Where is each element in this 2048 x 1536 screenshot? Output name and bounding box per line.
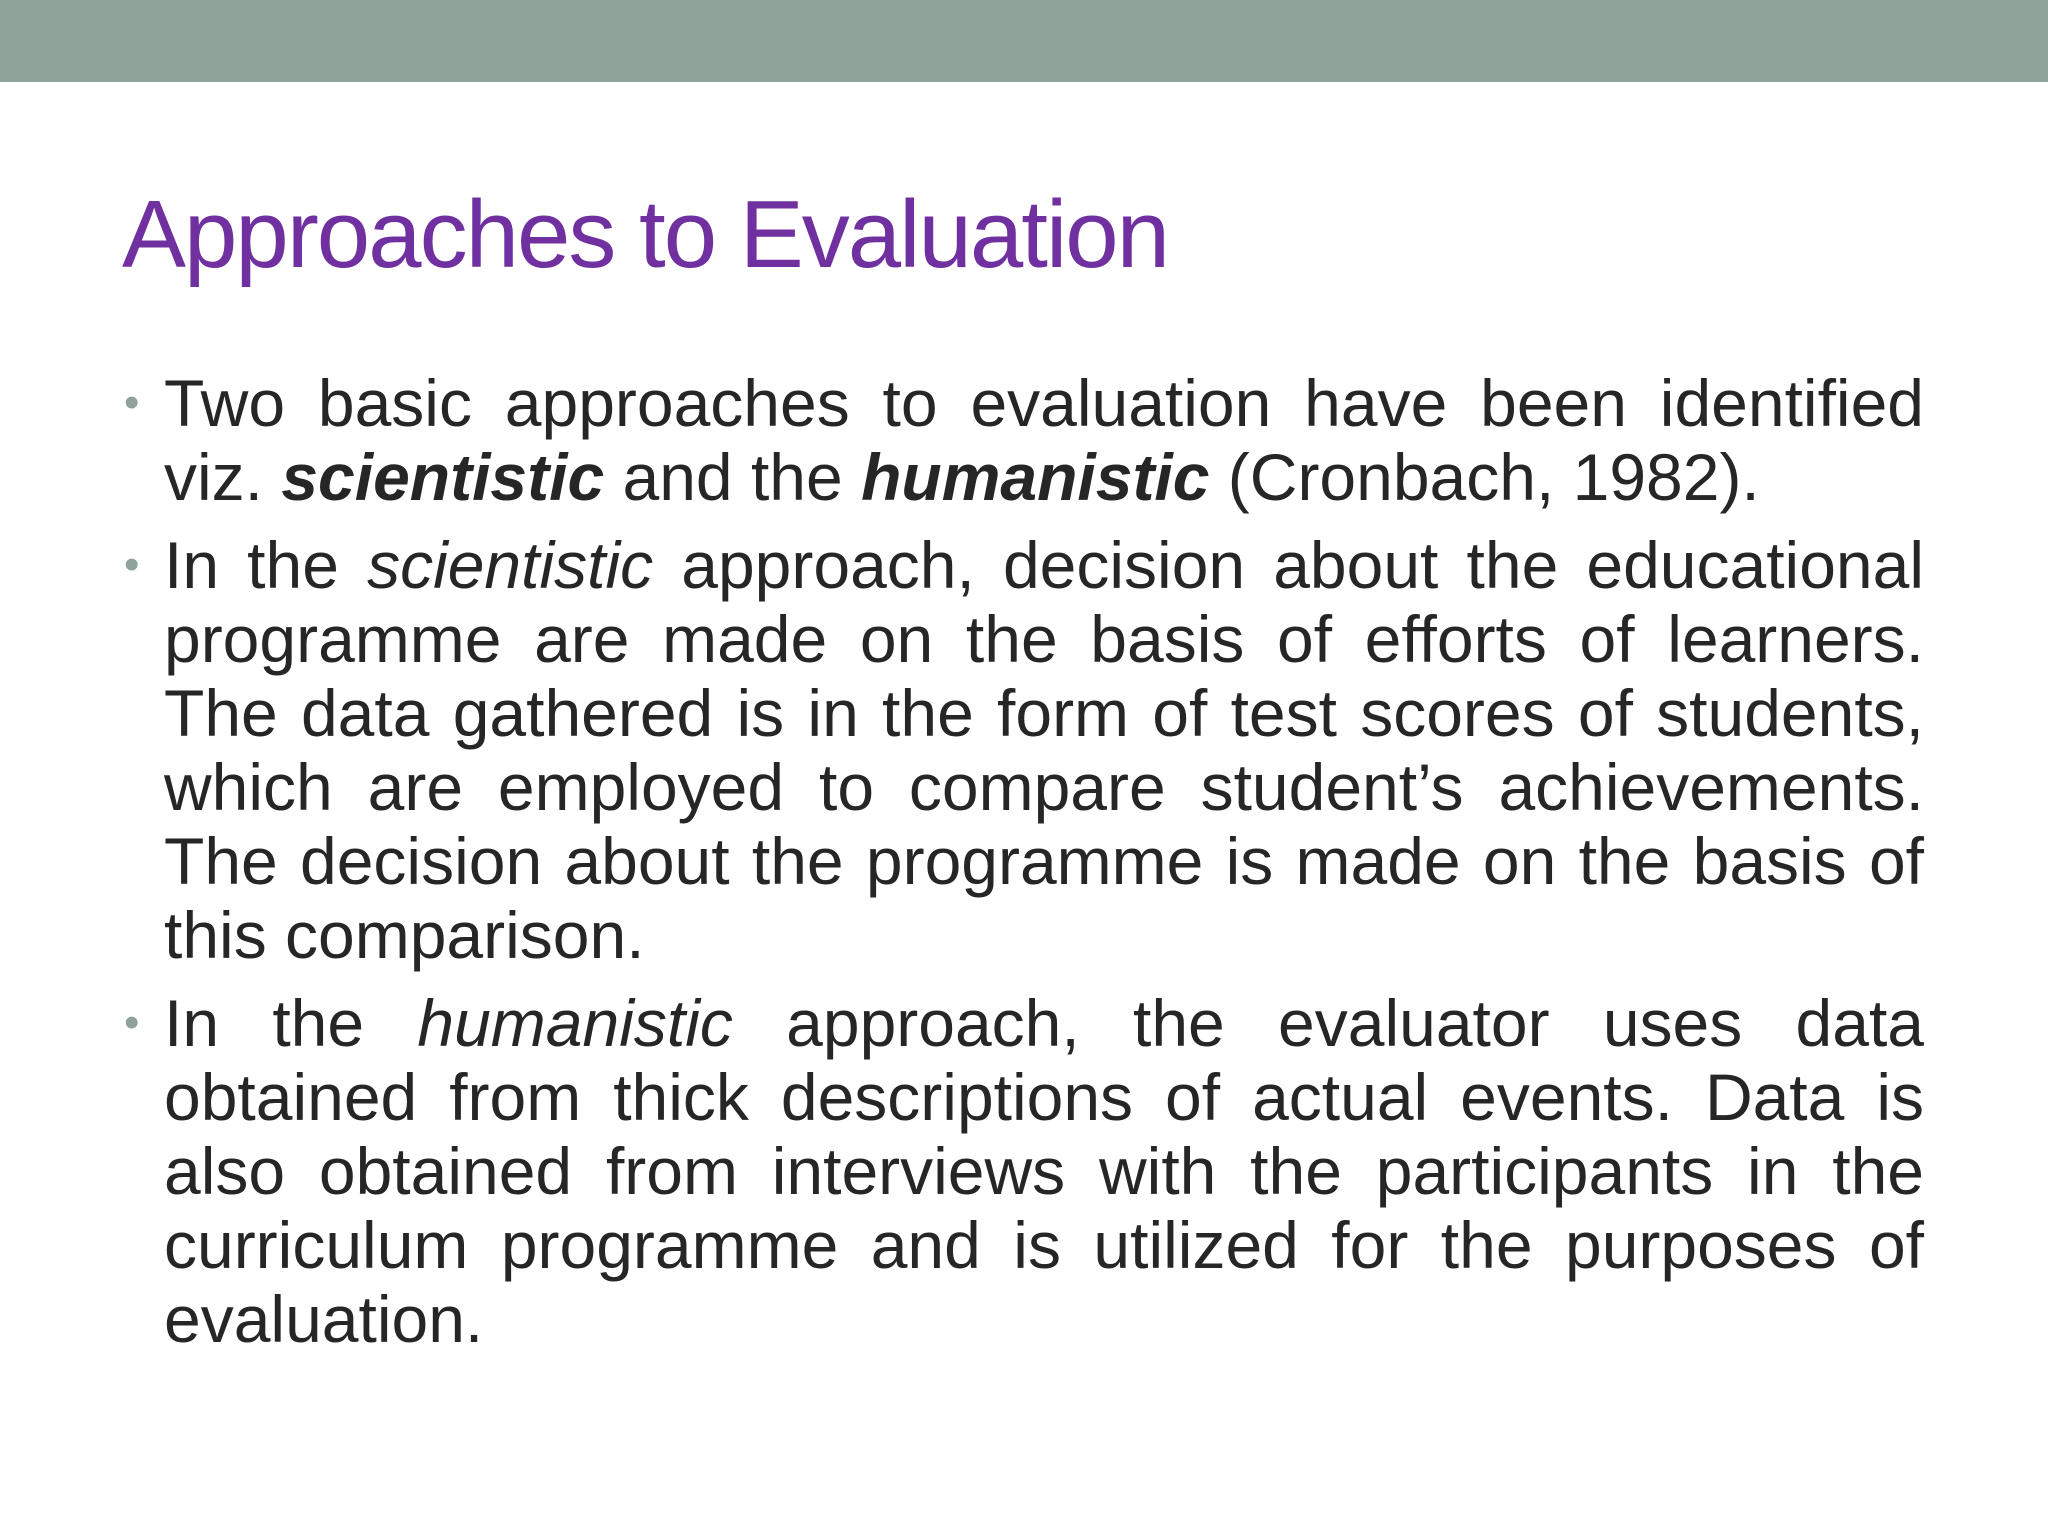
bullet-text: In the [164, 986, 418, 1060]
bullet-dot-icon: • [124, 998, 140, 1047]
bullet-text: approach, the evaluator uses data obtained from thick descriptions of actual events. Data is also obtained from interviews with the participants in the curriculum programme and is utilized for the purposes of evaluation. [164, 986, 1924, 1356]
bullet-item-approaches [124, 366, 1924, 514]
bullet-text: Two basic approaches to evaluation have been identified viz. [164, 366, 1924, 514]
slide-title: Approaches to Evaluation [122, 181, 1169, 288]
emphasis-scientistic: scientistic [367, 528, 654, 602]
bullet-dot-icon: • [124, 540, 140, 589]
bullet-text: (Cronbach, 1982). [1209, 440, 1760, 514]
top-accent-band [0, 0, 2048, 82]
emphasis-humanistic: humanistic [417, 986, 733, 1060]
bullet-item-scientistic [124, 528, 1925, 972]
bullet-text: approach, decision about the educational programme are made on the basis of efforts of learners. The data gathered is in the form of test scores of students, which are employed to compare student’s achievements. The decision about the programme is made on the basis of this comparison. [164, 528, 1925, 972]
bullet-text: In the [164, 528, 368, 602]
emphasis-scientistic: scientistic [281, 440, 605, 514]
bullet-list [124, 366, 1925, 1370]
bullet-item-humanistic [124, 986, 1924, 1356]
emphasis-humanistic: humanistic [861, 440, 1210, 514]
bullet-text: and the [604, 440, 862, 514]
bullet-dot-icon: • [124, 378, 140, 427]
